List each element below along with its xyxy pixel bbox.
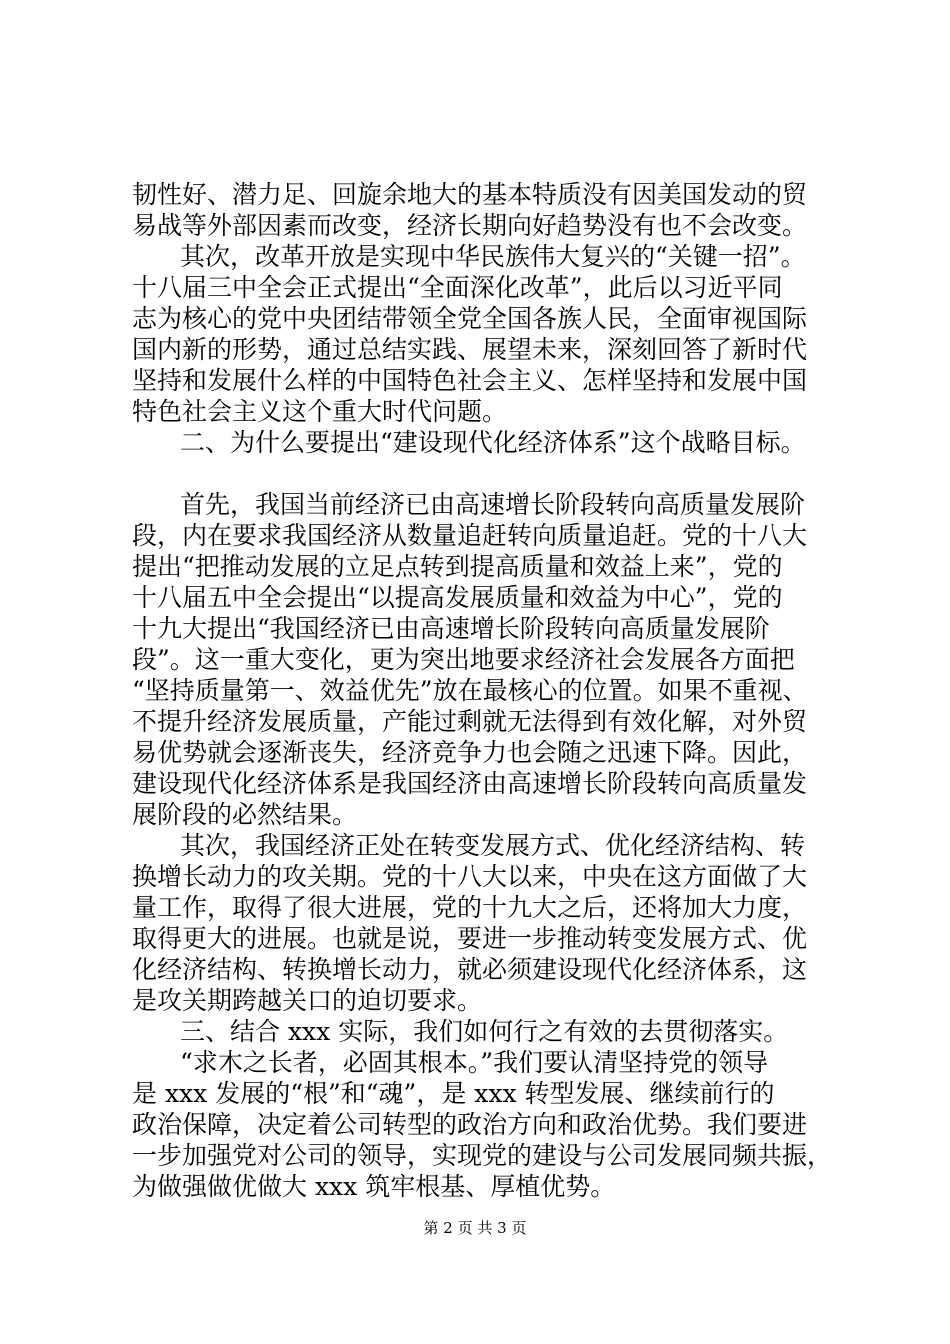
text-line: 十八届三中全会正式提出“全面深化改革”，此后以习近平同: [132, 273, 783, 302]
text-line: “坚持质量第一、效益优先”放在最核心的位置。如果不重视、: [132, 676, 808, 705]
text-line: 段，内在要求我国经济从数量追赶转向质量追赶。党的十八大: [132, 521, 808, 550]
text-line: 展阶段的必然结果。: [132, 800, 358, 829]
text-line: 易战等外部因素而改变，经济长期向好趋势没有也不会改变。: [132, 211, 808, 240]
text-line: 韧性好、潜力足、回旋余地大的基本特质没有因美国发动的贸: [132, 180, 808, 209]
text-line: 十八届五中全会提出“以提高发展质量和效益为中心”，党的: [132, 583, 783, 612]
text-line: 不提升经济发展质量，产能过剩就无法得到有效化解，对外贸: [132, 707, 808, 736]
text-line: 一步加强党对公司的领导，实现党的建设与公司发展同频共振，: [132, 1141, 833, 1170]
text-line: 是攻关期跨越关口的迫切要求。: [132, 986, 483, 1015]
text-line: 坚持和发展什么样的中国特色社会主义、怎样坚持和发展中国: [132, 366, 808, 395]
text-line: 化经济结构、转换增长动力，就必须建设现代化经济体系，这: [132, 955, 808, 984]
text-line: 志为核心的党中央团结带领全党全国各族人民，全面审视国际: [132, 304, 808, 333]
text-line: 换增长动力的攻关期。党的十八大以来，中央在这方面做了大: [132, 862, 808, 891]
text-line: 段”。这一重大变化，更为突出地要求经济社会发展各方面把: [132, 645, 795, 674]
text-line: 特色社会主义这个重大时代问题。: [132, 397, 508, 426]
text-line: 建设现代化经济体系是我国经济由高速增长阶段转向高质量发: [132, 769, 808, 798]
text-line: 取得更大的进展。也就是说，要进一步推动转变发展方式、优: [132, 924, 808, 953]
text-line: 易优势就会逐渐丧失，经济竞争力也会随之迅速下降。因此，: [132, 738, 808, 767]
page-footer: 第 2 页 共 3 页: [423, 1219, 527, 1237]
text-line: 其次，我国经济正处在转变发展方式、优化经济结构、转: [180, 831, 806, 860]
section-heading: 二、为什么要提出“建设现代化经济体系”这个战略目标。: [180, 428, 806, 457]
text-line: 十九大提出“我国经济已由高速增长阶段转向高质量发展阶: [132, 614, 770, 643]
text-line: “求木之长者，必固其根本。”我们要认清坚持党的领导: [180, 1048, 769, 1077]
section-heading: 三、结合 xxx 实际，我们如何行之有效的去贯彻落实。: [180, 1017, 789, 1046]
text-line: 首先，我国当前经济已由高速增长阶段转向高质量发展阶: [180, 490, 806, 519]
text-line: 国内新的形势，通过总结实践、展望未来，深刻回答了新时代: [132, 335, 808, 364]
text-line: 是 xxx 发展的“根”和“魂”，是 xxx 转型发展、继续前行的: [132, 1079, 775, 1108]
text-line: 其次，改革开放是实现中华民族伟大复兴的“关键一招”。: [180, 242, 806, 271]
text-line: 提出“把推动发展的立足点转到提高质量和效益上来”，党的: [132, 552, 783, 581]
text-line: 为做强做优做大 xxx 筑牢根基、厚植优势。: [132, 1172, 616, 1201]
text-line: 量工作，取得了很大进展，党的十九大之后，还将加大力度，: [132, 893, 808, 922]
text-line: 政治保障，决定着公司转型的政治方向和政治优势。我们要进: [132, 1110, 808, 1139]
